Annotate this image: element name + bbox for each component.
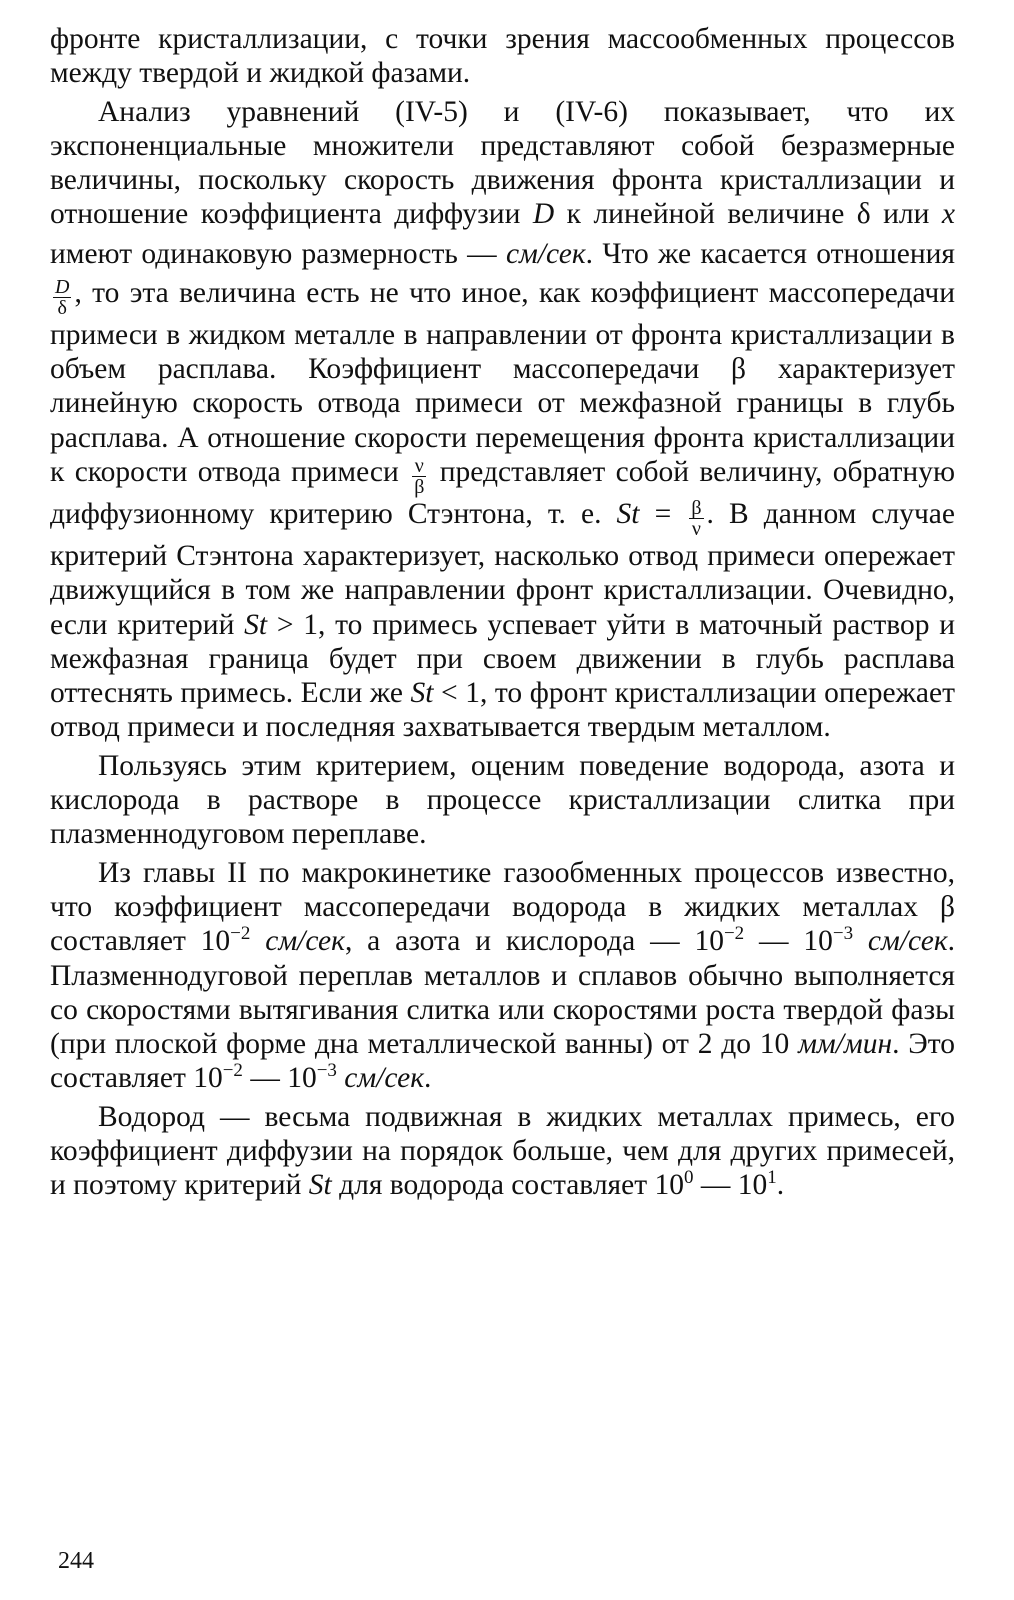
- exponent: −3: [832, 923, 854, 945]
- exponent: −2: [230, 923, 251, 945]
- exponent: −3: [316, 1060, 337, 1082]
- symbol-st: St: [308, 1169, 332, 1202]
- fraction-denominator: β: [414, 475, 425, 498]
- fraction-numerator: ν: [412, 456, 426, 477]
- unit-cm-per-sec: см/сек: [336, 1062, 424, 1095]
- paragraph-analysis: [50, 95, 955, 745]
- text-run: . Плазменнодуговой переплав металлов и сплавов обычно выполняется со скоростями вытягивания слитка или скоростями роста твердой фазы (при плоской форме дна металлической ванны) от 2 до 10: [50, 925, 956, 1061]
- unit-cm-per-sec: см/сек: [250, 925, 345, 958]
- page-number: 244: [58, 1548, 94, 1574]
- symbol-st: St: [616, 497, 640, 530]
- symbol-D: D: [532, 198, 555, 231]
- text-run: — 10: [744, 925, 833, 958]
- text-run: представляет собой величину, обратную диффузионному критерию Стэнтона, т. е.: [50, 455, 955, 530]
- text-run: к линейной величине δ или: [554, 198, 942, 231]
- fraction-beta-over-nu: [689, 498, 703, 539]
- paragraph-continuation: [50, 22, 955, 91]
- exponent: 0: [684, 1167, 694, 1189]
- text-run: , а азота и кислорода — 10: [344, 925, 724, 958]
- fraction-denominator: δ: [57, 296, 67, 319]
- fraction-numerator: β: [691, 496, 702, 519]
- text-run: . Что же касается отношения: [585, 237, 955, 270]
- text-run: — 10: [242, 1062, 317, 1095]
- symbol-x: x: [941, 198, 955, 231]
- exponent: −2: [723, 923, 745, 945]
- text-run: .: [424, 1062, 432, 1095]
- paragraph-text: фронте кристаллизации, с точки зрения массообменных процессов между твердой и жидкой фазами.: [50, 23, 955, 90]
- fraction-nu-over-beta: [412, 456, 426, 497]
- text-run: . Это составляет 10: [50, 1028, 956, 1095]
- text-run: для водорода составляет 10: [331, 1169, 684, 1202]
- text-run: , то эта величина есть не что иное, как коэффициент массопередачи примеси в жидком металле в направлении от фронта кристаллизации в объем расплава. Коэффициент массопередачи β характеризует линейную скорость отвода примеси от межфазной границы в глубь расплава. А отношение скорости перемещения фронта кристаллизации к скорости отвода примеси: [50, 276, 955, 488]
- fraction-numerator: D: [55, 275, 70, 298]
- text-run: < 1, то фронт кристаллизации опережает отвод примеси и последняя захватывается твердым металлом.: [50, 677, 956, 744]
- fraction-denominator: ν: [691, 517, 701, 540]
- text-run: Анализ уравнений (IV-5) и (IV-6) показывает, что их экспоненциальные множители представляют собой безразмерные величины, поскольку скорость движения фронта кристаллизации и отношение коэффициента диффузии: [50, 95, 955, 231]
- symbol-st: St: [244, 608, 268, 641]
- paragraph-criterion: [50, 749, 955, 852]
- text-run: — 10: [693, 1169, 768, 1202]
- unit-mm-per-min: мм/мин: [798, 1028, 893, 1061]
- text-run: . В данном случае критерий Стэнтона характеризует, насколько отвод примеси опережает движущийся в том же направлении фронт кристаллизации. Очевидно, если критерий: [50, 497, 955, 641]
- unit-cm-per-sec: см/сек: [853, 925, 948, 958]
- paragraph-text: Пользуясь этим критерием, оценим поведение водорода, азота и кислорода в растворе в процессе кристаллизации слитка при плазменнодуговом переплаве.: [50, 749, 955, 851]
- exponent: 1: [767, 1167, 777, 1189]
- paragraph-chapter-ii: [50, 856, 955, 1096]
- page-body: [50, 22, 955, 1203]
- fraction-d-over-delta: [53, 277, 71, 318]
- text-run: Из главы II по макрокинетике газообменных процессов известно, что коэффициент массопередачи водорода в жидких металлах β составляет 10: [50, 856, 955, 958]
- text-run: =: [639, 497, 687, 530]
- unit-cm-per-sec: см/сек: [505, 237, 586, 270]
- text-run: .: [776, 1169, 785, 1202]
- paragraph-hydrogen: [50, 1100, 955, 1203]
- text-run: > 1, то примесь успевает уйти в маточный раствор и межфазная граница будет при своем движении в глубь расплава оттеснять примесь. Если же: [50, 608, 956, 710]
- text-run: Водород — весьма подвижная в жидких металлах примесь, его коэффициент диффузии на порядок больше, чем для других примесей, и поэтому критерий: [50, 1100, 955, 1202]
- exponent: −2: [222, 1060, 243, 1082]
- text-run: имеют одинаковую размерность —: [50, 237, 506, 270]
- symbol-st: St: [410, 677, 434, 710]
